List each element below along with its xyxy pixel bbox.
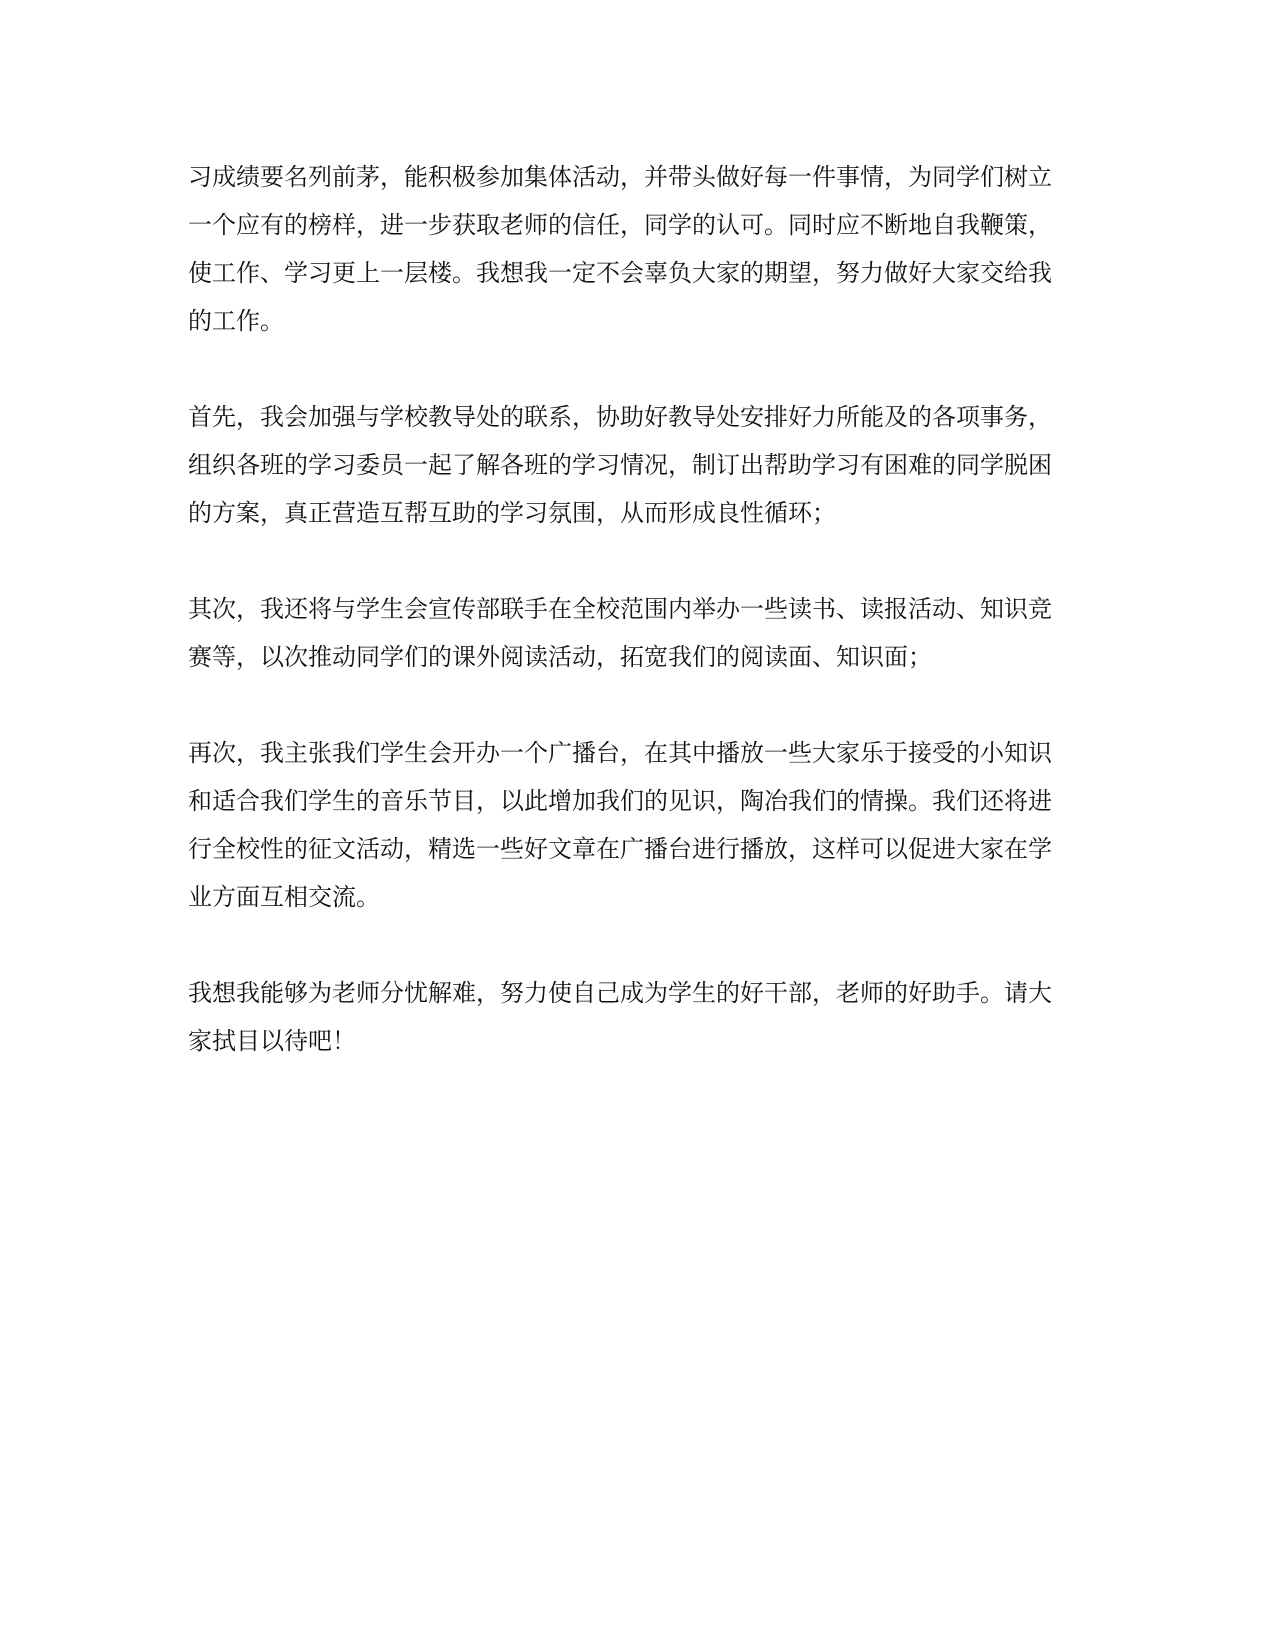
text-line: 再次，我主张我们学生会开办一个广播台，在其中播放一些大家乐于接受的小知识 [188,739,1052,767]
text-line: 赛等，以次推动同学们的课外阅读活动，拓宽我们的阅读面、知识面； [188,643,932,671]
document-body [188,153,1083,1113]
text-line: 和适合我们学生的音乐节目，以此增加我们的见识，陶冶我们的情操。我们还将进 [188,787,1052,815]
paragraph-2 [188,393,1083,537]
text-line: 使工作、学习更上一层楼。我想我一定不会辜负大家的期望，努力做好大家交给我 [188,259,1052,287]
text-line: 一个应有的榜样，进一步获取老师的信任，同学的认可。同时应不断地自我鞭策， [188,211,1052,239]
text-line: 我想我能够为老师分忧解难，努力使自己成为学生的好干部，老师的好助手。请大 [188,979,1052,1007]
paragraph-1 [188,153,1083,345]
text-line: 业方面互相交流。 [188,883,380,911]
paragraph-5 [188,969,1083,1065]
text-line: 的工作。 [188,307,284,335]
text-line: 首先，我会加强与学校教导处的联系，协助好教导处安排好力所能及的各项事务， [188,403,1052,431]
paragraph-3 [188,585,1083,681]
text-line: 的方案，真正营造互帮互助的学习氛围，从而形成良性循环； [188,499,836,527]
text-line: 组织各班的学习委员一起了解各班的学习情况，制订出帮助学习有困难的同学脱困 [188,451,1052,479]
text-line: 行全校性的征文活动，精选一些好文章在广播台进行播放，这样可以促进大家在学 [188,835,1052,863]
text-line: 习成绩要名列前茅，能积极参加集体活动，并带头做好每一件事情，为同学们树立 [188,163,1052,191]
paragraph-4 [188,729,1083,921]
text-line: 其次，我还将与学生会宣传部联手在全校范围内举办一些读书、读报活动、知识竞 [188,595,1052,623]
text-line: 家拭目以待吧！ [188,1027,356,1055]
